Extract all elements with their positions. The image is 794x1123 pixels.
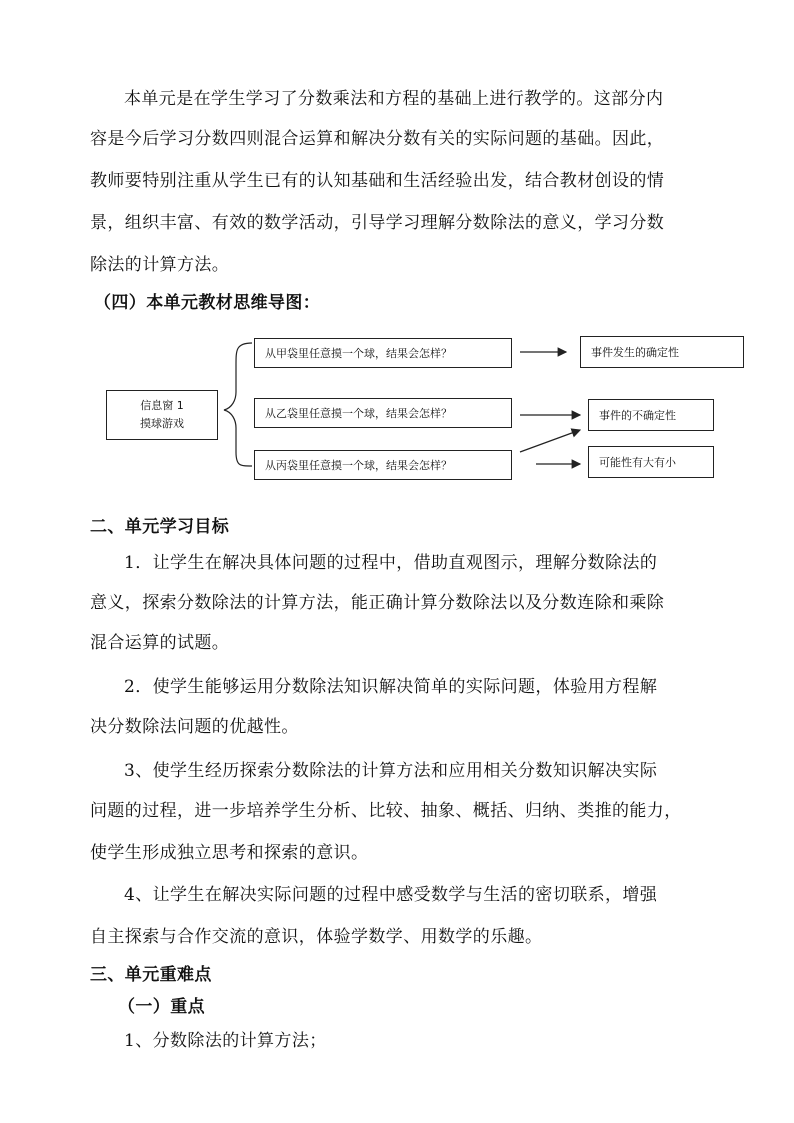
goal3-line-2: 问题的过程，进一步培养学生分析、比较、抽象、概括、归纳、类推的能力， xyxy=(90,801,682,821)
arrow-3a xyxy=(520,430,580,452)
mindmap-heading: （四）本单元教材思维导图： xyxy=(94,293,321,313)
mindmap-question-1: 从甲袋里任意摸一个球，结果会怎样？ xyxy=(254,338,512,368)
intro-line-3: 教师要特别注重从学生已有的认知基础和生活经验出发，结合教材创设的情 xyxy=(90,171,665,191)
section2-heading: 二、单元学习目标 xyxy=(90,517,230,537)
mindmap-result-3: 可能性有大有小 xyxy=(588,446,714,478)
goal1-line-1: 1．让学生在解决具体问题的过程中，借助直观图示，理解分数除法的 xyxy=(124,553,658,573)
goal3-line-1: 3、使学生经历探索分数除法的计算方法和应用相关分数知识解决实际 xyxy=(124,761,658,781)
section3-sub1: （一）重点 xyxy=(118,997,205,1017)
intro-line-1: 本单元是在学生学习了分数乘法和方程的基础上进行教学的。这部分内 xyxy=(124,89,664,109)
goal2-line-1: 2．使学生能够运用分数除法知识解决简单的实际问题，体验用方程解 xyxy=(124,677,658,697)
mindmap-brace xyxy=(224,343,252,466)
mindmap-root-line2: 摸球游戏 xyxy=(140,417,184,430)
goal1-line-2: 意义，探索分数除法的计算方法，能正确计算分数除法以及分数连除和乘除 xyxy=(90,593,665,613)
mindmap-root-line1: 信息窗 1 xyxy=(140,399,184,412)
mindmap-result-2: 事件的不确定性 xyxy=(588,399,714,431)
goal2-line-2: 决分数除法问题的优越性。 xyxy=(90,717,299,737)
goal3-line-3: 使学生形成独立思考和探索的意识。 xyxy=(90,843,369,863)
goal1-line-3: 混合运算的试题。 xyxy=(90,633,230,653)
goal4-line-2: 自主探索与合作交流的意识，体验学数学、用数学的乐趣。 xyxy=(90,927,543,947)
intro-line-5: 除法的计算方法。 xyxy=(90,255,230,275)
mindmap-question-3: 从丙袋里任意摸一个球，结果会怎样？ xyxy=(254,450,512,480)
intro-line-2: 容是今后学习分数四则混合运算和解决分数有关的实际问题的基础。因此， xyxy=(90,129,665,149)
goal4-line-1: 4、让学生在解决实际问题的过程中感受数学与生活的密切联系，增强 xyxy=(124,885,658,905)
intro-line-4: 景，组织丰富、有效的数学活动，引导学习理解分数除法的意义，学习分数 xyxy=(90,213,665,233)
mindmap-result-1: 事件发生的确定性 xyxy=(580,336,744,368)
mindmap-root-box xyxy=(106,390,218,440)
section3-item1: 1、分数除法的计算方法； xyxy=(124,1031,327,1051)
mindmap-question-2: 从乙袋里任意摸一个球，结果会怎样？ xyxy=(254,398,512,428)
section3-heading: 三、单元重难点 xyxy=(90,965,212,985)
